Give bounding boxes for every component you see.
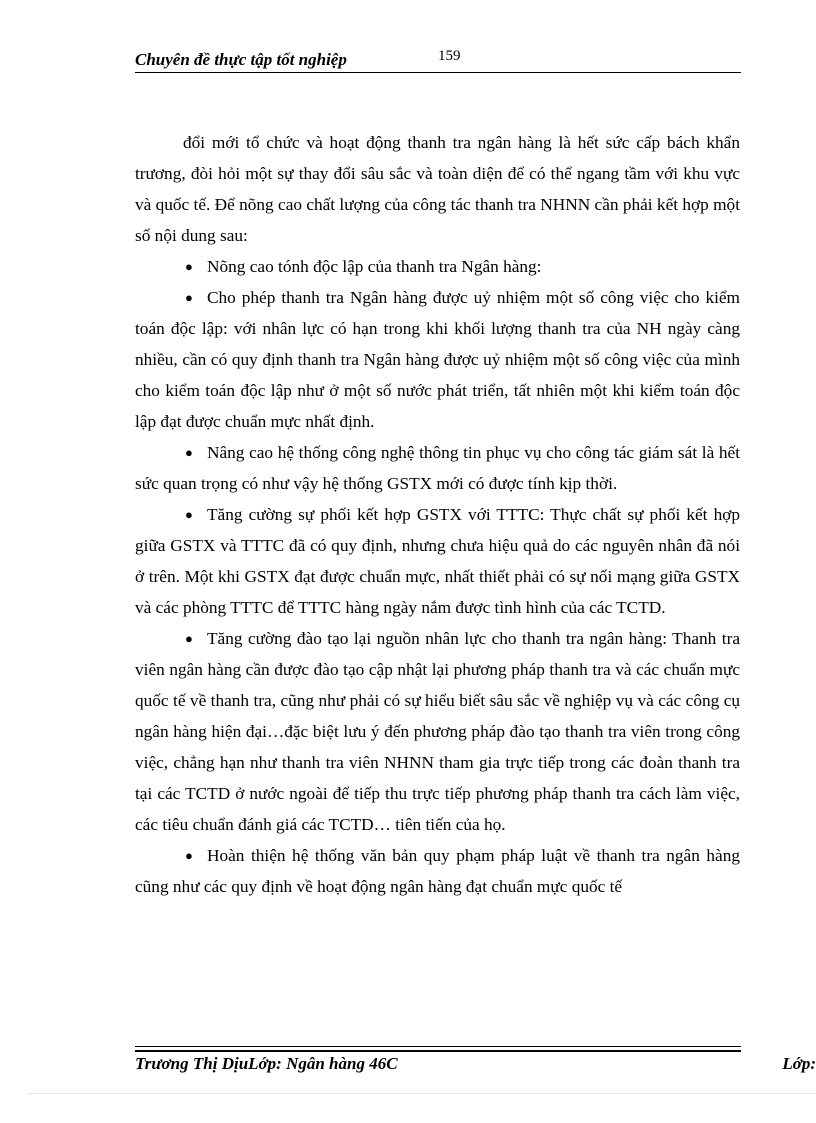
footer-class-label: Lớp: <box>782 1054 816 1073</box>
page-number: 159 <box>438 48 461 64</box>
bullet-icon: ● <box>185 259 193 274</box>
bullet-item <box>135 251 740 282</box>
bullet-item <box>135 840 740 902</box>
header-title: Chuyên đề thực tập tốt nghiệp <box>135 50 347 69</box>
bullet-text: Nâng cao hệ thống công nghệ thông tin phục vụ cho công tác giám sát là hết sức quan trọng có như vậy hệ thống GSTX mới có được tính kịp thời. <box>135 443 740 493</box>
bullet-item <box>135 437 740 499</box>
bullet-text: Tăng cường sự phối kết hợp GSTX với TTTC: Thực chất sự phối kết hợp giữa GSTX và TTTC đã có quy định, nhưng chưa hiệu quả do các nguyên nhân đã nói ở trên. Một khi GSTX đạt được chuẩn mực, nhất thiết phải có sự nối mạng giữa GSTX và các phòng TTTC để TTTC hàng ngày nắm được tình hình của các TCTD. <box>135 505 740 617</box>
footer-author: Trương Thị DịuLớp: Ngân hàng 46C <box>135 1054 398 1073</box>
bullet-text: Hoàn thiện hệ thống văn bản quy phạm pháp luật về thanh tra ngân hàng cũng như các quy định về hoạt động ngân hàng đạt chuẩn mực quốc tế <box>135 846 740 896</box>
footer-divider <box>135 1050 741 1052</box>
page-header <box>135 48 741 73</box>
bullet-icon: ● <box>185 445 193 460</box>
paragraph: đổi mới tổ chức và hoạt động thanh tra ngân hàng là hết sức cấp bách khẩn trương, đòi hỏi một sự thay đổi sâu sắc và toàn diện để có thể ngang tầm với khu vực và quốc tế. Để nõng cao chất lượng của công tác thanh tra NHNN cần phải kết hợp một số nội dung sau: <box>135 133 740 245</box>
bullet-icon: ● <box>185 290 193 305</box>
bullet-text: Cho phép thanh tra Ngân hàng được uỷ nhiệm một số công việc cho kiểm toán độc lập: với nhân lực có hạn trong khi khối lượng thanh tra của NH ngày càng nhiều, cần có quy định thanh tra Ngân hàng được uỷ nhiệm một số công việc của mình cho kiểm toán độc lập như ở một số nước phát triển, tất nhiên một khi kiểm toán độc lập đạt được chuẩn mực nhất định. <box>135 288 740 431</box>
bullet-icon: ● <box>185 848 193 863</box>
bullet-item <box>135 282 740 437</box>
footer-divider <box>135 1046 741 1047</box>
bullet-text: Nõng cao tónh độc lập của thanh tra Ngân hàng: <box>207 257 542 276</box>
bullet-text: Tăng cường đào tạo lại nguồn nhân lực cho thanh tra ngân hàng: Thanh tra viên ngân hàng cần được đào tạo cập nhật lại phương pháp thanh tra và các chuẩn mực quốc tế về thanh tra, cũng như phải có sự hiểu biết sâu sắc về nghiệp vụ và các công cụ ngân hàng hiện đại…đặc biệt lưu ý đến phương pháp đào tạo thanh tra viên trong công việc, chẳng hạn như thanh tra viên NHNN tham gia trực tiếp trong các đoàn thanh tra tại các TCTD ở nước ngoài để tiếp thu trực tiếp phương pháp thanh tra cách làm việc, các tiêu chuẩn đánh giá các TCTD… tiên tiến của họ. <box>135 629 740 834</box>
bullet-item <box>135 499 740 623</box>
bullet-item <box>135 623 740 840</box>
bullet-icon: ● <box>185 507 193 522</box>
page-edge-divider <box>28 1093 816 1094</box>
bullet-icon: ● <box>185 631 193 646</box>
document-body <box>135 127 740 902</box>
